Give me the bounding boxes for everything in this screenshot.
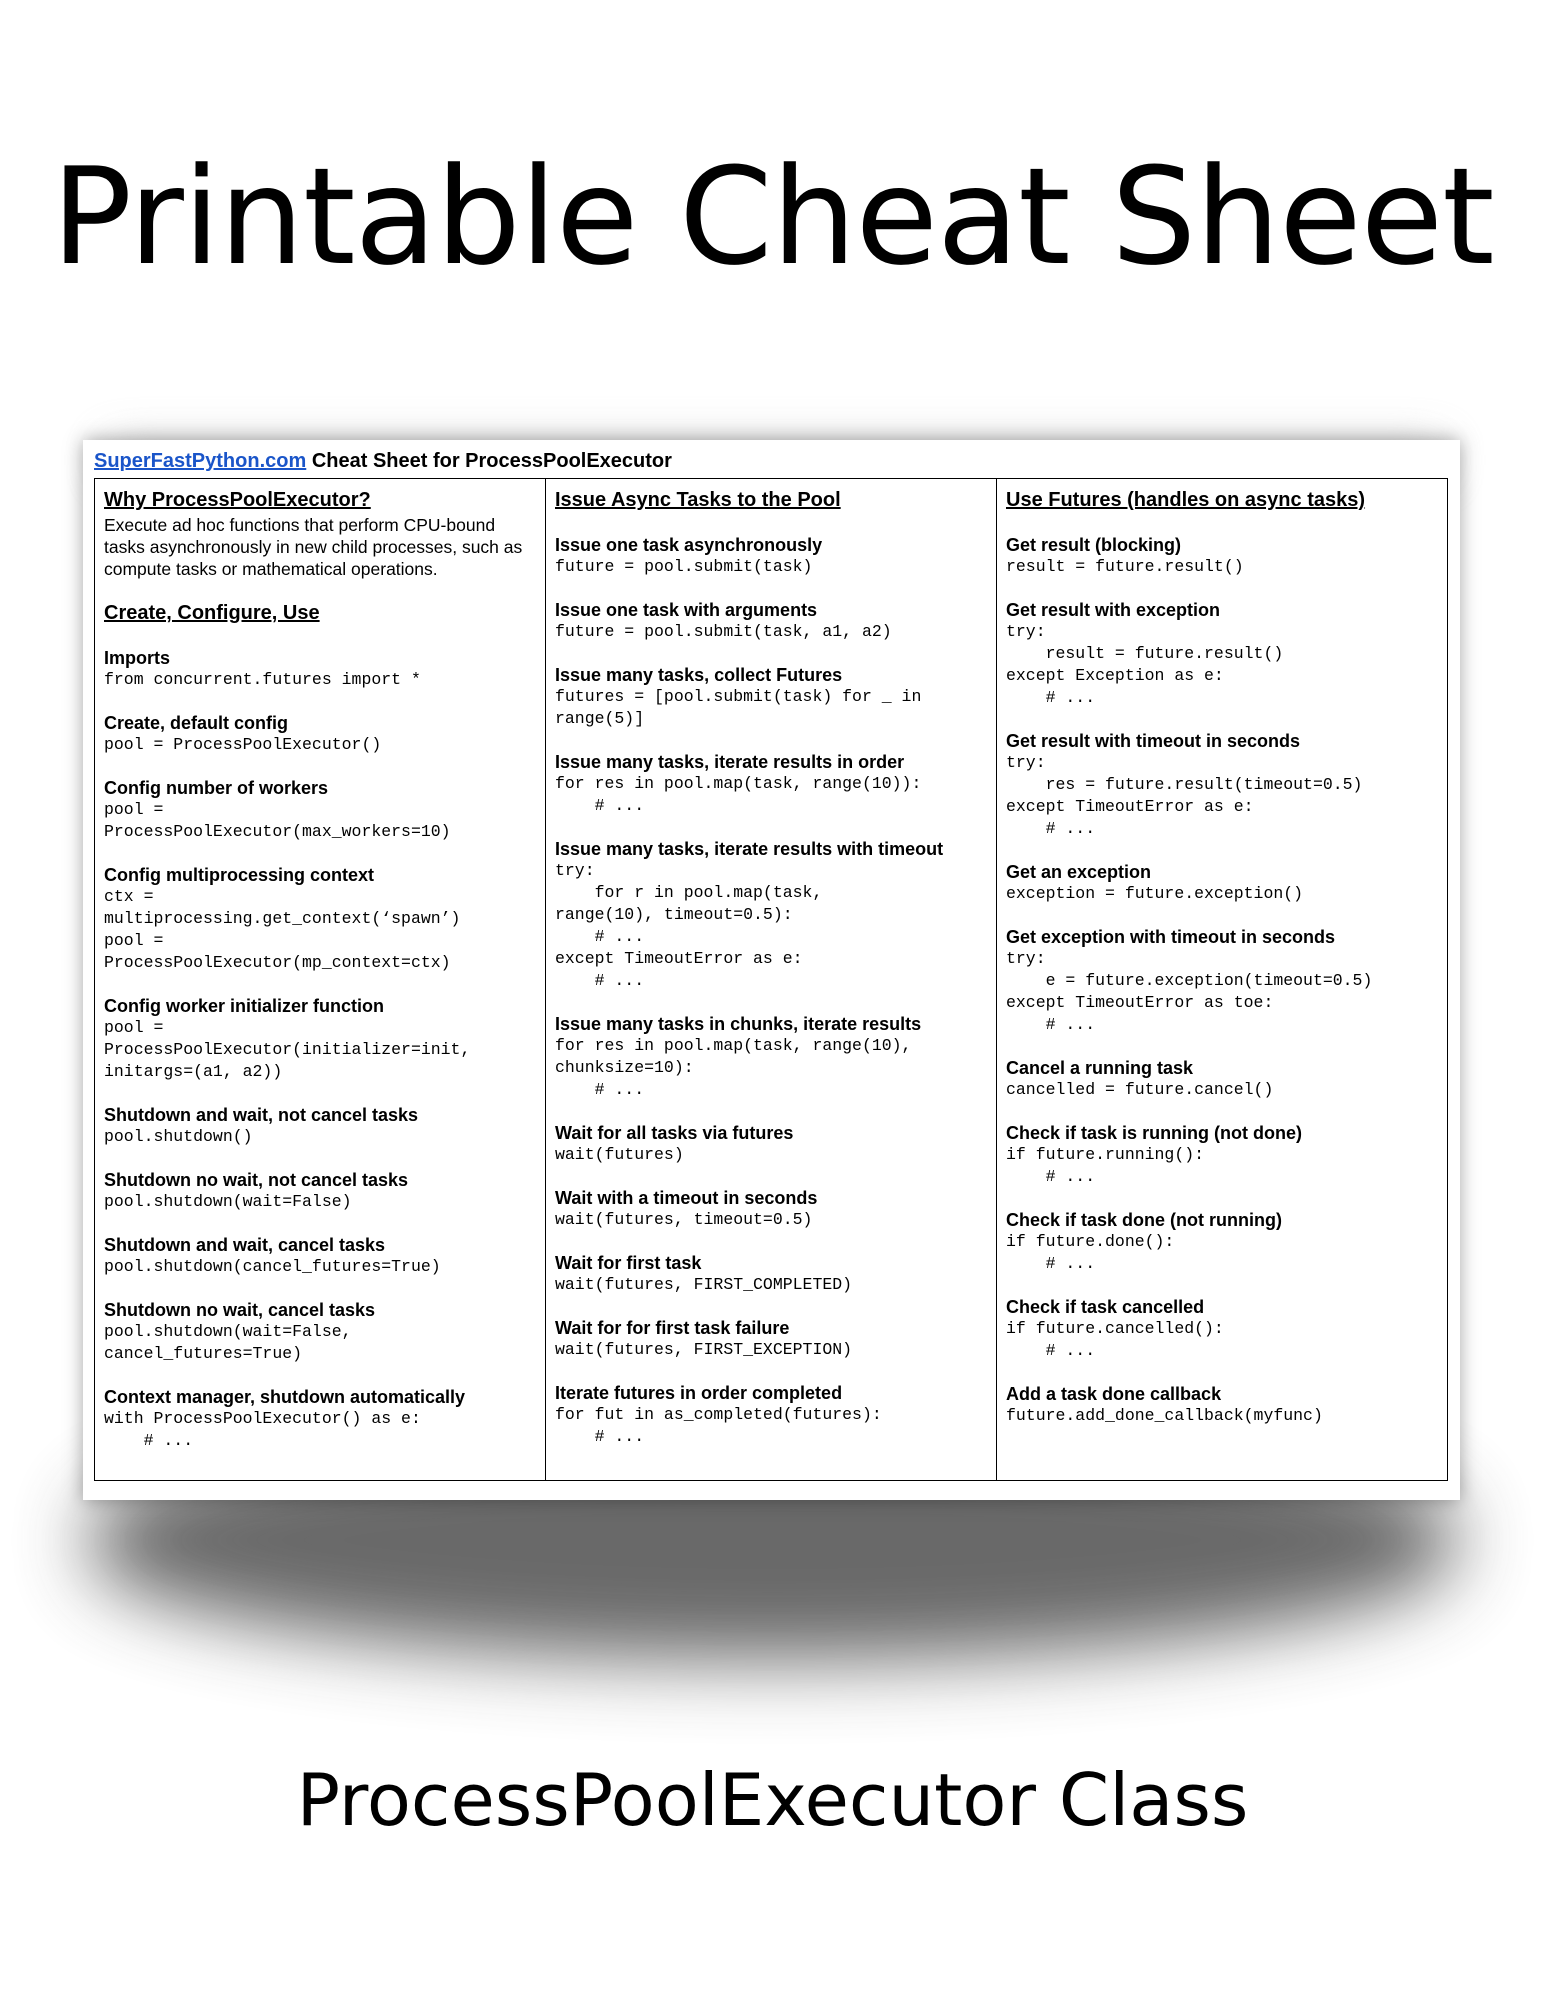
entry-title: Issue one task with arguments <box>555 600 818 620</box>
code-snippet: wait(futures, FIRST_EXCEPTION) <box>555 1340 853 1359</box>
code-snippet: ctx = multiprocessing.get_context(‘spawn’) pool = ProcessPoolExecutor(mp_context=ctx) <box>104 887 461 972</box>
cheat-entry <box>104 1104 536 1148</box>
page-subtitle: ProcessPoolExecutor Class <box>296 1758 1249 1842</box>
entry-title: Get result with timeout in seconds <box>1006 731 1301 751</box>
cheat-entry <box>555 1252 987 1296</box>
entry-list <box>1006 534 1438 1427</box>
code-snippet: wait(futures, FIRST_COMPLETED) <box>555 1275 853 1294</box>
entry-title: Cancel a running task <box>1006 1058 1194 1078</box>
code-snippet: pool.shutdown(wait=False, cancel_futures=True) <box>104 1322 352 1363</box>
entry-title: Context manager, shutdown automatically <box>104 1387 466 1407</box>
code-snippet: if future.done(): # ... <box>1006 1232 1175 1273</box>
code-snippet: future.add_done_callback(myfunc) <box>1006 1406 1323 1425</box>
entry-title: Get an exception <box>1006 862 1152 882</box>
cheat-entry <box>1006 1296 1438 1362</box>
cheat-sheet-grid <box>94 478 1448 1481</box>
entry-title: Config multiprocessing context <box>104 865 375 885</box>
entry-title: Create, default config <box>104 713 289 733</box>
cheat-entry <box>555 1122 987 1166</box>
cheat-entry <box>104 777 536 843</box>
entry-title: Shutdown no wait, not cancel tasks <box>104 1170 409 1190</box>
entry-title: Shutdown no wait, cancel tasks <box>104 1300 376 1320</box>
entry-list <box>555 534 987 1448</box>
column-create-configure <box>95 479 545 1480</box>
code-snippet: wait(futures) <box>555 1145 684 1164</box>
entry-title: Issue many tasks, iterate results in order <box>555 752 905 772</box>
cheat-entry <box>1006 926 1438 1036</box>
entry-title: Wait for all tasks via futures <box>555 1123 794 1143</box>
cheat-entry <box>104 1299 536 1365</box>
entry-title: Issue many tasks in chunks, iterate results <box>555 1014 922 1034</box>
column-heading: Use Futures (handles on async tasks) <box>1006 489 1366 511</box>
cheat-entry <box>555 534 987 578</box>
column-issue-tasks <box>545 479 996 1480</box>
entry-title: Wait for first task <box>555 1253 702 1273</box>
entry-title: Issue many tasks, iterate results with timeout <box>555 839 944 859</box>
cheat-entry <box>104 1169 536 1213</box>
entry-title: Iterate futures in order completed <box>555 1383 843 1403</box>
cheat-entry <box>104 1386 536 1452</box>
column-heading: Issue Async Tasks to the Pool <box>555 489 841 511</box>
entry-title: Get result with exception <box>1006 600 1221 620</box>
code-snippet: pool.shutdown() <box>104 1127 253 1146</box>
code-snippet: for fut in as_completed(futures): # ... <box>555 1405 882 1446</box>
sheet-title <box>94 450 672 473</box>
code-snippet: for res in pool.map(task, range(10)): # ... <box>555 774 922 815</box>
cheat-entry <box>1006 1057 1438 1101</box>
entry-title: Check if task cancelled <box>1006 1297 1205 1317</box>
cheat-entry <box>1006 1122 1438 1188</box>
code-snippet: try: result = future.result() except Exception as e: # ... <box>1006 622 1284 707</box>
code-snippet: try: res = future.result(timeout=0.5) except TimeoutError as e: # ... <box>1006 753 1363 838</box>
cheat-entry <box>104 864 536 974</box>
code-snippet: if future.running(): # ... <box>1006 1145 1205 1186</box>
code-snippet: pool = ProcessPoolExecutor(initializer=init, initargs=(a1, a2)) <box>104 1018 471 1081</box>
section-subheading: Create, Configure, Use <box>104 602 320 624</box>
site-link[interactable]: SuperFastPython.com <box>94 450 307 472</box>
code-snippet: future = pool.submit(task, a1, a2) <box>555 622 892 641</box>
cheat-entry <box>555 751 987 817</box>
entry-title: Get result (blocking) <box>1006 535 1182 555</box>
cheat-entry <box>555 1317 987 1361</box>
cheat-entry <box>104 647 536 691</box>
column-heading: Why ProcessPoolExecutor? <box>104 489 371 511</box>
cheat-entry <box>1006 1383 1438 1427</box>
cheat-entry <box>1006 730 1438 840</box>
code-snippet: with ProcessPoolExecutor() as e: # ... <box>104 1409 421 1450</box>
cheat-entry <box>555 1382 987 1448</box>
code-snippet: pool = ProcessPoolExecutor() <box>104 735 382 754</box>
cheat-entry <box>555 1187 987 1231</box>
cheat-entry <box>1006 861 1438 905</box>
entry-title: Check if task is running (not done) <box>1006 1123 1303 1143</box>
cheat-entry <box>555 599 987 643</box>
cheat-entry <box>1006 1209 1438 1275</box>
entry-title: Wait for for first task failure <box>555 1318 790 1338</box>
entry-title: Config worker initializer function <box>104 996 385 1016</box>
code-snippet: result = future.result() <box>1006 557 1244 576</box>
entry-title: Check if task done (not running) <box>1006 1210 1283 1230</box>
entry-title: Shutdown and wait, cancel tasks <box>104 1235 386 1255</box>
cheat-entry <box>1006 534 1438 578</box>
entry-title: Issue one task asynchronously <box>555 535 823 555</box>
cheat-entry <box>1006 599 1438 709</box>
code-snippet: wait(futures, timeout=0.5) <box>555 1210 813 1229</box>
cheat-sheet-document <box>83 440 1460 1500</box>
cheat-entry <box>555 838 987 992</box>
code-snippet: futures = [pool.submit(task) for _ in range(5)] <box>555 687 922 728</box>
cheat-entry <box>104 712 536 756</box>
code-snippet: if future.cancelled(): # ... <box>1006 1319 1224 1360</box>
entry-title: Issue many tasks, collect Futures <box>555 665 843 685</box>
code-snippet: for res in pool.map(task, range(10), chunksize=10): # ... <box>555 1036 912 1099</box>
entry-title: Config number of workers <box>104 778 329 798</box>
cheat-entry <box>104 995 536 1083</box>
entry-title: Imports <box>104 648 171 668</box>
code-snippet: pool.shutdown(cancel_futures=True) <box>104 1257 441 1276</box>
sheet-title-text: Cheat Sheet for ProcessPoolExecutor <box>306 450 672 472</box>
page-title: Printable Cheat Sheet <box>51 139 1494 295</box>
column-use-futures <box>996 479 1447 1480</box>
code-snippet: try: for r in pool.map(task, range(10), timeout=0.5): # ... except TimeoutError as e: # ... <box>555 861 823 990</box>
entry-title: Wait with a timeout in seconds <box>555 1188 818 1208</box>
cheat-entry <box>555 664 987 730</box>
code-snippet: pool.shutdown(wait=False) <box>104 1192 352 1211</box>
entry-title: Add a task done callback <box>1006 1384 1222 1404</box>
entry-title: Shutdown and wait, not cancel tasks <box>104 1105 419 1125</box>
cheat-entry <box>555 1013 987 1101</box>
code-snippet: exception = future.exception() <box>1006 884 1304 903</box>
intro-text: Execute ad hoc functions that perform CPU-bound tasks asynchronously in new child processes, such as compute tasks or mathematical operations. <box>104 515 523 579</box>
code-snippet: pool = ProcessPoolExecutor(max_workers=10) <box>104 800 451 841</box>
entry-list <box>104 647 536 1452</box>
code-snippet: future = pool.submit(task) <box>555 557 813 576</box>
code-snippet: cancelled = future.cancel() <box>1006 1080 1274 1099</box>
code-snippet: try: e = future.exception(timeout=0.5) except TimeoutError as toe: # ... <box>1006 949 1373 1034</box>
cheat-entry <box>104 1234 536 1278</box>
code-snippet: from concurrent.futures import * <box>104 670 421 689</box>
entry-title: Get exception with timeout in seconds <box>1006 927 1336 947</box>
